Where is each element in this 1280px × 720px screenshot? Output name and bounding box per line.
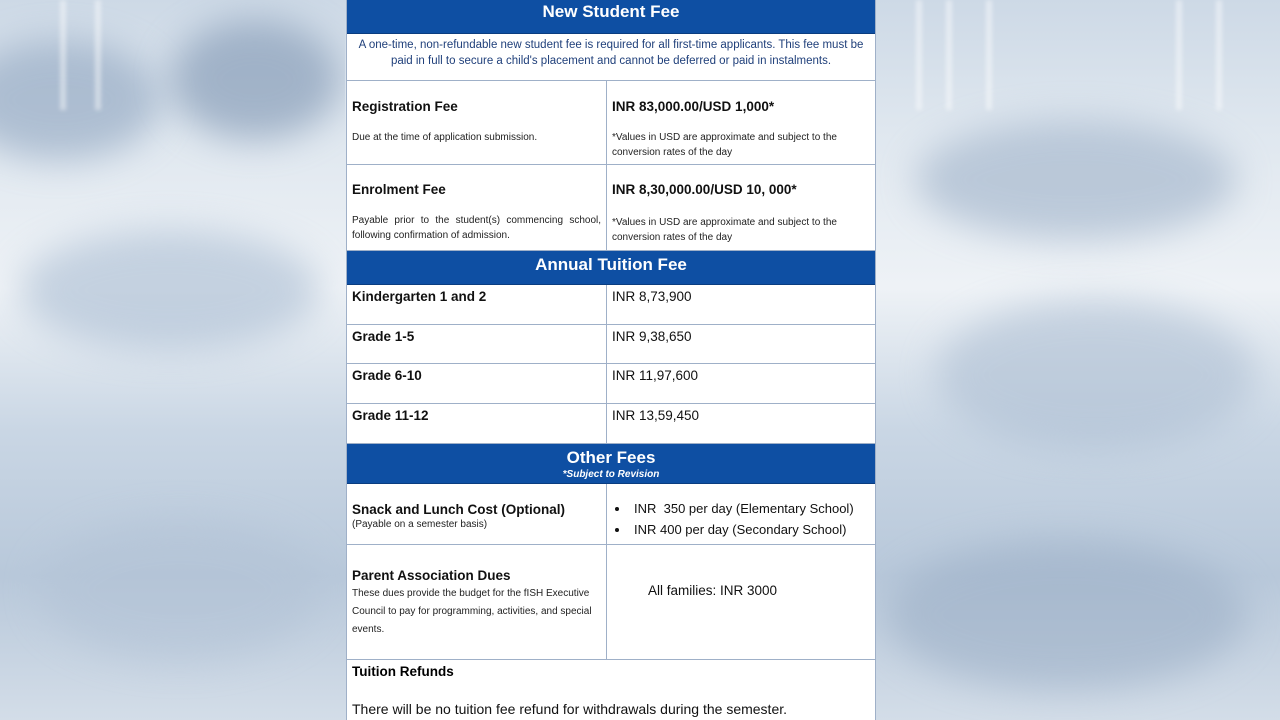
snack-lunch-row — [347, 484, 875, 545]
enrolment-fee-label: Enrolment Fee — [352, 182, 446, 197]
background-right — [876, 0, 1280, 720]
tuition-grade: Grade 6-10 — [347, 364, 607, 403]
list-item: • INR 350 per day (Elementary School) — [630, 498, 870, 519]
tuition-refunds-label: Tuition Refunds — [352, 664, 454, 679]
snack-lunch-list — [612, 498, 870, 540]
registration-fee-amount: INR 83,000.00/USD 1,000* — [612, 99, 775, 114]
tuition-refunds-text: There will be no tuition fee refund for withdrawals during the semester. — [352, 701, 788, 717]
tuition-fee: INR 8,73,900 — [612, 289, 692, 304]
other-fees-subtitle: *Subject to Revision — [562, 469, 660, 480]
enrolment-fee-amount-note: *Values in USD are approximate and subject to the conversion rates of the day — [612, 217, 837, 243]
tuition-grade: Grade 11-12 — [347, 404, 607, 443]
annual-tuition-header — [347, 251, 875, 285]
snack-lunch-label: Snack and Lunch Cost (Optional) — [352, 502, 566, 517]
registration-fee-amount-note: *Values in USD are approximate and subject to the conversion rates of the day — [612, 132, 837, 158]
new-student-fee-header — [347, 0, 875, 34]
other-fees-header — [347, 444, 875, 484]
annual-tuition-title: Annual Tuition Fee — [535, 255, 687, 274]
tuition-row-kindergarten — [347, 285, 875, 325]
registration-fee-note: Due at the time of application submission. — [352, 132, 538, 143]
registration-fee-label: Registration Fee — [352, 99, 458, 114]
fee-document — [346, 0, 876, 720]
tuition-fee: INR 11,97,600 — [612, 368, 699, 383]
registration-fee-row — [347, 81, 875, 165]
other-fees-title: Other Fees — [566, 448, 656, 467]
enrolment-fee-note: Payable prior to the student(s) commencing school, following confirmation of admission. — [352, 215, 601, 241]
background-left — [0, 0, 345, 720]
parent-association-note: These dues provide the budget for the fISH Executive Council to pay for programming, activities, and special events. — [352, 588, 592, 635]
list-item: • INR 400 per day (Secondary School) — [630, 519, 870, 540]
tuition-refunds-section — [347, 660, 875, 720]
tuition-grade: Kindergarten 1 and 2 — [347, 285, 607, 324]
parent-association-amount: All families: INR 3000 — [648, 583, 778, 598]
tuition-fee: INR 9,38,650 — [612, 329, 692, 344]
tuition-grade: Grade 1-5 — [347, 325, 607, 363]
snack-lunch-note: (Payable on a semester basis) — [352, 519, 488, 530]
tuition-row-grade-1-5 — [347, 325, 875, 364]
tuition-row-grade-11-12 — [347, 404, 875, 444]
enrolment-fee-amount: INR 8,30,000.00/USD 10, 000* — [612, 182, 797, 197]
tuition-row-grade-6-10 — [347, 364, 875, 404]
enrolment-fee-row — [347, 165, 875, 251]
parent-association-row — [347, 545, 875, 660]
new-student-intro: A one-time, non-refundable new student fee is required for all first-time applicants. This fee must be paid in full to secure a child's placement and cannot be deferred or paid in instalments. — [347, 34, 875, 81]
parent-association-label: Parent Association Dues — [352, 568, 511, 583]
new-student-fee-title: New Student Fee — [542, 2, 680, 21]
tuition-fee: INR 13,59,450 — [612, 408, 700, 423]
